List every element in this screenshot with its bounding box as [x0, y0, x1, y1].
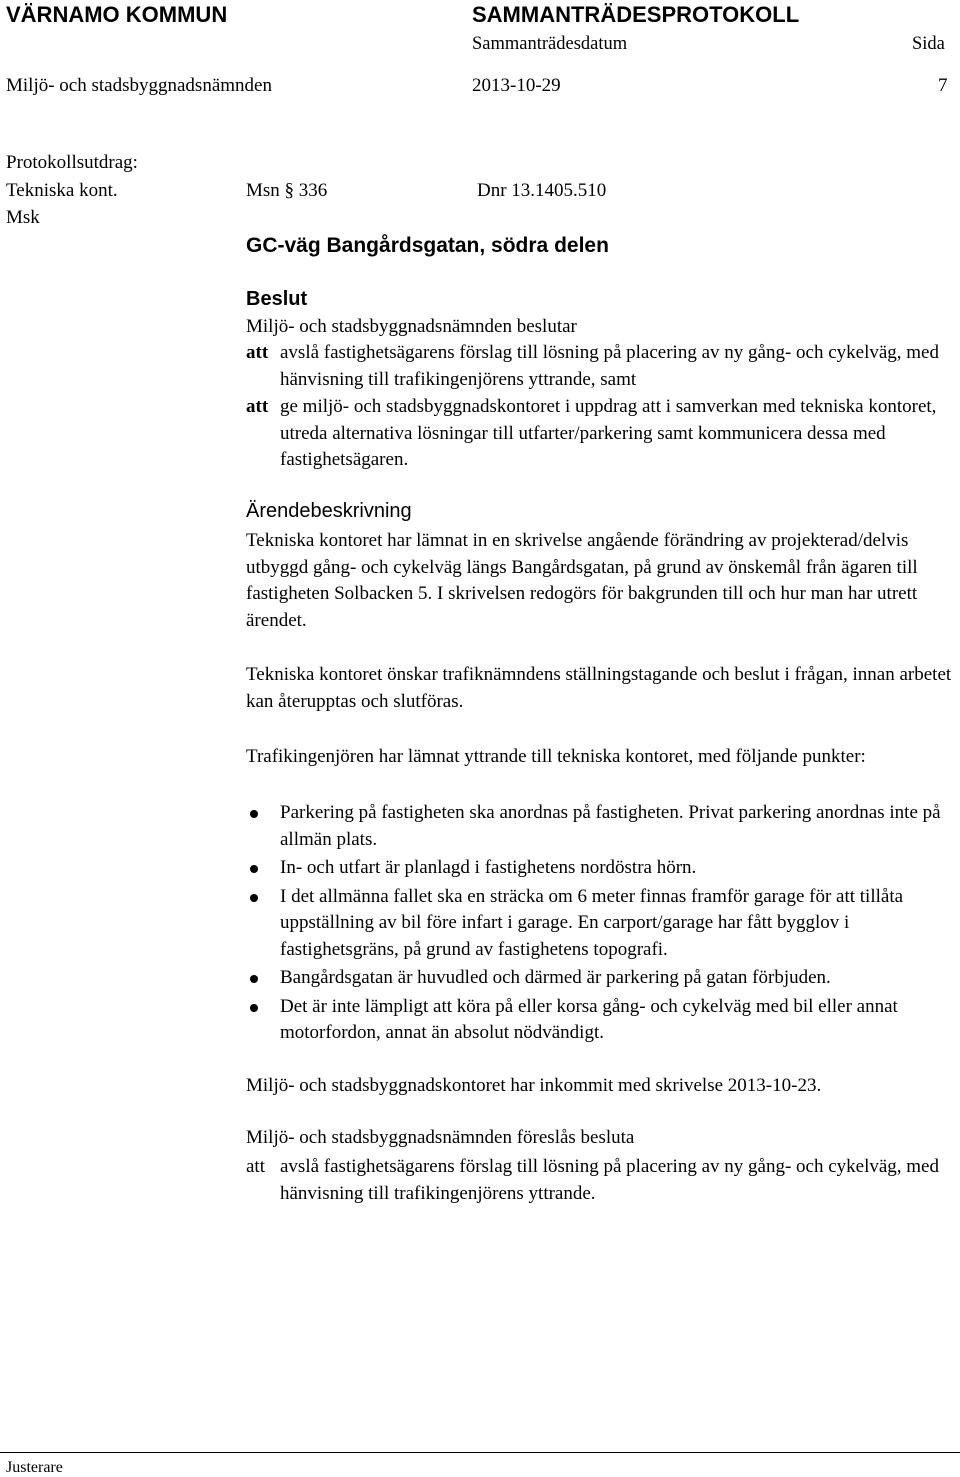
paragraph-number: Msn § 336 [246, 180, 328, 201]
description-paragraph-4: Miljö- och stadsbyggnadskontoret har inkommit med skrivelse 2013-10-23. [246, 1075, 822, 1096]
description-paragraph-3: Trafikingenjören har lämnat yttrande till tekniska kontoret, med följande punkter: [246, 746, 866, 767]
decision-item-2 [246, 394, 958, 474]
recipient-msk: Msk [6, 207, 40, 228]
description-paragraph-1: Tekniska kontoret har lämnat in en skrivelse angående förändring av projekterad/delvis utbyggd gång- och cykelväg längs Bangårdsgatan, på grund av önskemål från ägaren till fastigheten Solbacken 5. I skrivelsen redogörs för bakgrunden till och hur man har utrett ärendet. [246, 530, 918, 631]
description-paragraph-2: Tekniska kontoret önskar trafiknämndens ställningstagande och beslut i frågan, innan arbetet kan återupptas och slutföras. [246, 664, 952, 712]
proposal-item-key: att [246, 1156, 265, 1177]
decision-item-2-key: att [246, 396, 269, 417]
traffic-engineer-points [246, 800, 958, 1049]
decision-heading: Beslut [246, 288, 308, 310]
list-item [246, 994, 958, 1047]
footer-divider [0, 1452, 960, 1453]
decision-item-1 [246, 340, 958, 393]
case-title: GC-väg Bangårdsgatan, södra delen [246, 234, 609, 257]
list-item [246, 884, 958, 964]
proposal-item-text: avslå fastighetsägarens förslag till lösning på placering av ny gång- och cykelväg, med hänvisning till trafikingenjörens yttrande. [280, 1156, 939, 1204]
footer-adjuster-label: Justerare [6, 1459, 63, 1476]
proposal-intro: Miljö- och stadsbyggnadsnämnden föreslås besluta [246, 1127, 635, 1148]
list-item [246, 965, 958, 992]
meeting-date: 2013-10-29 [472, 75, 561, 96]
list-item [246, 800, 958, 853]
recipient-technical-office: Tekniska kont. [6, 180, 118, 201]
bullet-icon [250, 1004, 258, 1012]
list-item-text: I det allmänna fallet ska en sträcka om 6 meter finnas framför garage för att tillåta uppställning av bil före infart i garage. En carport/garage har fått bygglov i fastighetsgräns, på grund av fastighetens topografi. [280, 885, 904, 960]
bullet-icon [250, 865, 258, 873]
decision-item-1-text: avslå fastighetsägarens förslag till lösning på placering av ny gång- och cykelväg, med hänvisning till trafikingenjörens yttrande, samt [280, 342, 939, 390]
list-item [246, 855, 958, 882]
decision-item-1-key: att [246, 342, 269, 363]
municipality-name: VÄRNAMO KOMMUN [6, 2, 228, 27]
description-heading: Ärendebeskrivning [246, 500, 412, 522]
list-item-text: Det är inte lämpligt att köra på eller korsa gång- och cykelväg med bil eller annat motorfordon, annat än absolut nödvändigt. [280, 995, 898, 1043]
committee-name: Miljö- och stadsbyggnadsnämnden [6, 75, 272, 96]
bullet-icon [250, 810, 258, 818]
list-item-text: Bangårdsgatan är huvudled och därmed är parkering på gatan förbjuden. [280, 967, 831, 988]
meeting-date-label: Sammanträdesdatum [472, 34, 628, 54]
document-type: SAMMANTRÄDESPROTOKOLL [472, 2, 800, 27]
page-label: Sida [912, 34, 945, 54]
decision-item-2-text: ge miljö- och stadsbyggnadskontoret i uppdrag att i samverkan med tekniska kontoret, utreda alternativa lösningar till utfarter/parkering samt kommunicera dessa med fastighetsägaren. [280, 396, 937, 470]
proposal-item [246, 1154, 958, 1207]
list-item-text: In- och utfart är planlagd i fastighetens nordöstra hörn. [280, 857, 697, 878]
decision-intro: Miljö- och stadsbyggnadsnämnden beslutar [246, 316, 577, 337]
bullet-icon [250, 894, 258, 902]
list-item-text: Parkering på fastigheten ska anordnas på fastigheten. Privat parkering anordnas inte på allmän plats. [280, 802, 941, 850]
excerpt-label: Protokollsutdrag: [6, 152, 138, 173]
bullet-icon [250, 975, 258, 983]
page-number: 7 [938, 75, 948, 96]
case-number: Dnr 13.1405.510 [477, 180, 607, 201]
